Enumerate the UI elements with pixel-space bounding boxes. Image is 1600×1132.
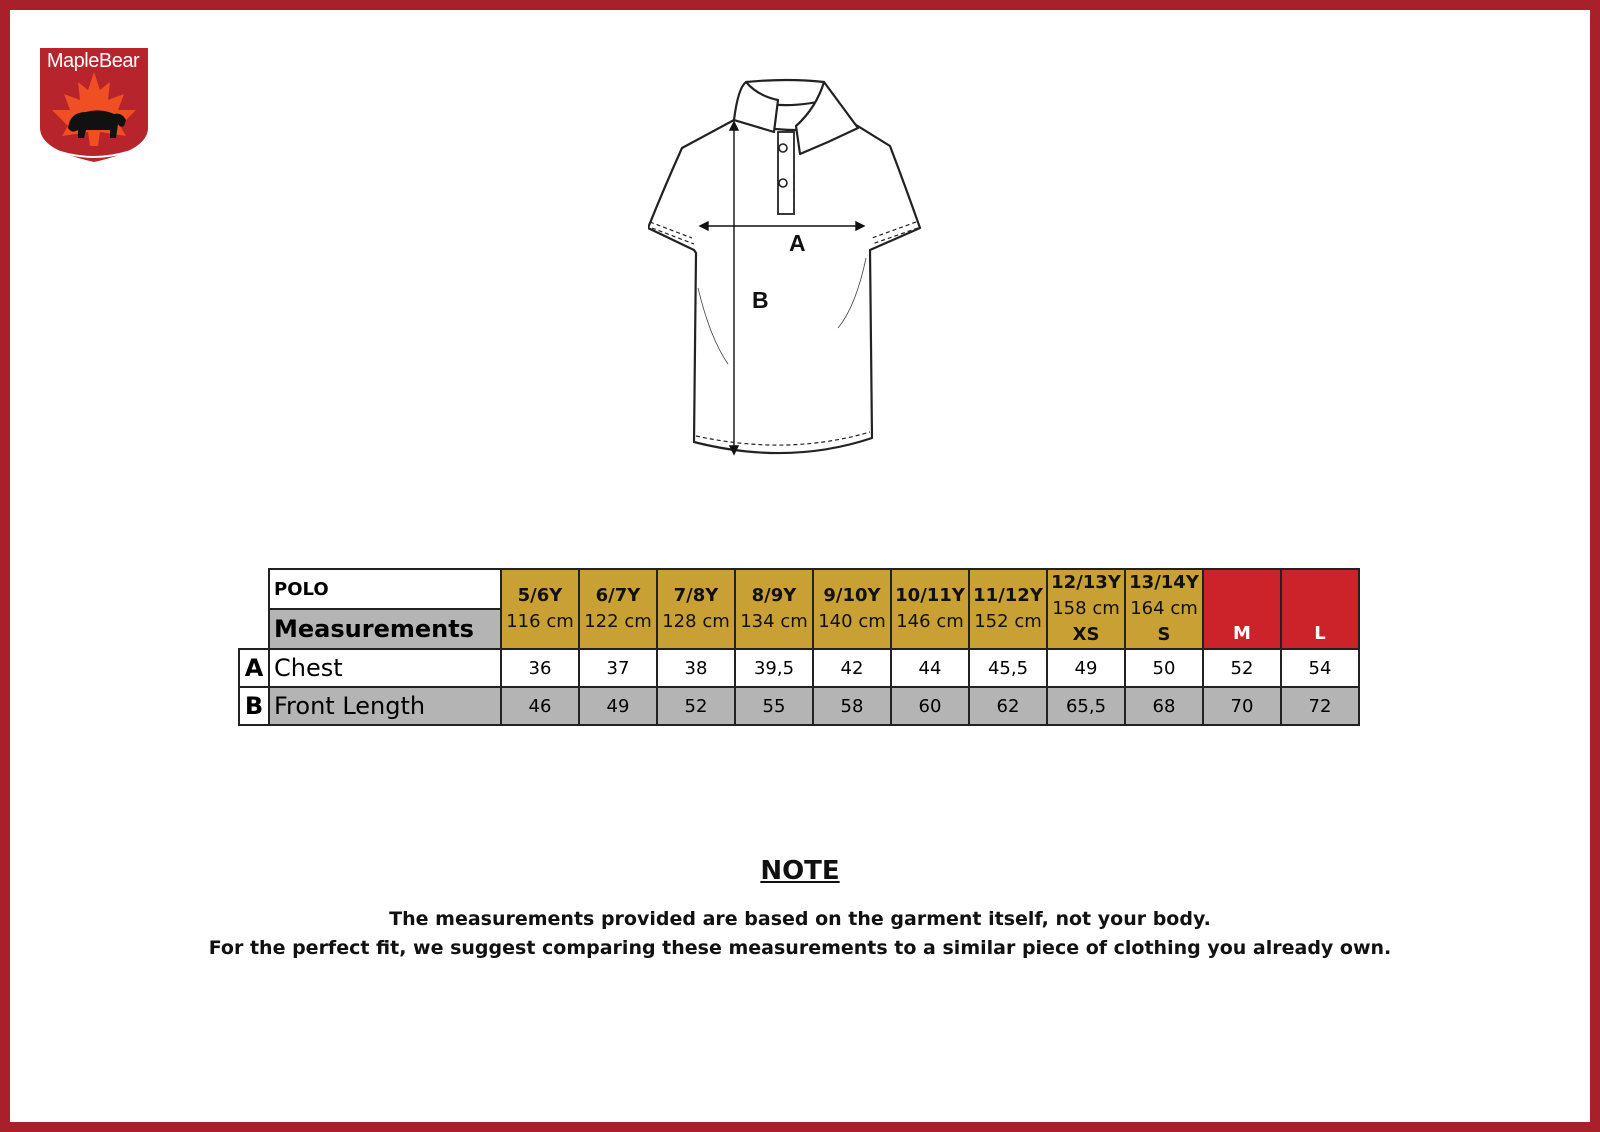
table-cell: 36	[501, 649, 579, 687]
size-header: 8/9Y 134 cm	[735, 569, 813, 649]
table-row	[239, 649, 1359, 687]
note-line-1: The measurements provided are based on the garment itself, not your body.	[389, 908, 1211, 930]
size-header: 7/8Y 128 cm	[657, 569, 735, 649]
maplebear-logo	[38, 46, 150, 166]
size-header: 9/10Y 140 cm	[813, 569, 891, 649]
table-cell: 58	[813, 687, 891, 725]
table-cell: 62	[969, 687, 1047, 725]
logo-wordmark: MapleBear	[46, 50, 140, 72]
dimension-b-label: B	[752, 287, 769, 313]
dimension-a-label: A	[789, 230, 806, 256]
table-cell: 39,5	[735, 649, 813, 687]
polo-shirt-diagram	[648, 78, 948, 472]
row-name: Chest	[269, 649, 501, 687]
size-header: 11/12Y 152 cm	[969, 569, 1047, 649]
table-cell: 49	[1047, 649, 1125, 687]
table-cell: 49	[579, 687, 657, 725]
row-name: Front Length	[269, 687, 501, 725]
table-cell: 54	[1281, 649, 1359, 687]
table-cell: 68	[1125, 687, 1203, 725]
table-cell: 52	[657, 687, 735, 725]
note-title: NOTE	[760, 856, 840, 886]
measurements-label: Measurements	[269, 609, 501, 649]
adult-size-header: L	[1281, 569, 1359, 649]
table-cell: 52	[1203, 649, 1281, 687]
table-cell: 50	[1125, 649, 1203, 687]
adult-size-header: M	[1203, 569, 1281, 649]
row-letter: B	[239, 687, 269, 725]
table-cell: 45,5	[969, 649, 1047, 687]
product-label: POLO	[269, 569, 501, 609]
table-row	[239, 687, 1359, 725]
note-line-2: For the perfect fit, we suggest comparing these measurements to a similar piece of clothing you already own.	[208, 937, 1392, 959]
size-header: 5/6Y 116 cm	[501, 569, 579, 649]
row-letter: A	[239, 649, 269, 687]
table-cell: 42	[813, 649, 891, 687]
table-cell: 65,5	[1047, 687, 1125, 725]
corner-cell	[239, 569, 269, 649]
header-row-1	[239, 569, 1359, 609]
table-cell: 72	[1281, 687, 1359, 725]
table-cell: 44	[891, 649, 969, 687]
table-cell: 55	[735, 687, 813, 725]
table-cell: 38	[657, 649, 735, 687]
table-cell: 46	[501, 687, 579, 725]
size-chart-table	[238, 568, 1360, 726]
size-header: 10/11Y 146 cm	[891, 569, 969, 649]
table-cell: 70	[1203, 687, 1281, 725]
table-cell: 60	[891, 687, 969, 725]
size-header: 6/7Y 122 cm	[579, 569, 657, 649]
table-cell: 37	[579, 649, 657, 687]
size-header: 13/14Y 164 cm S	[1125, 569, 1203, 649]
size-header: 12/13Y 158 cm XS	[1047, 569, 1125, 649]
